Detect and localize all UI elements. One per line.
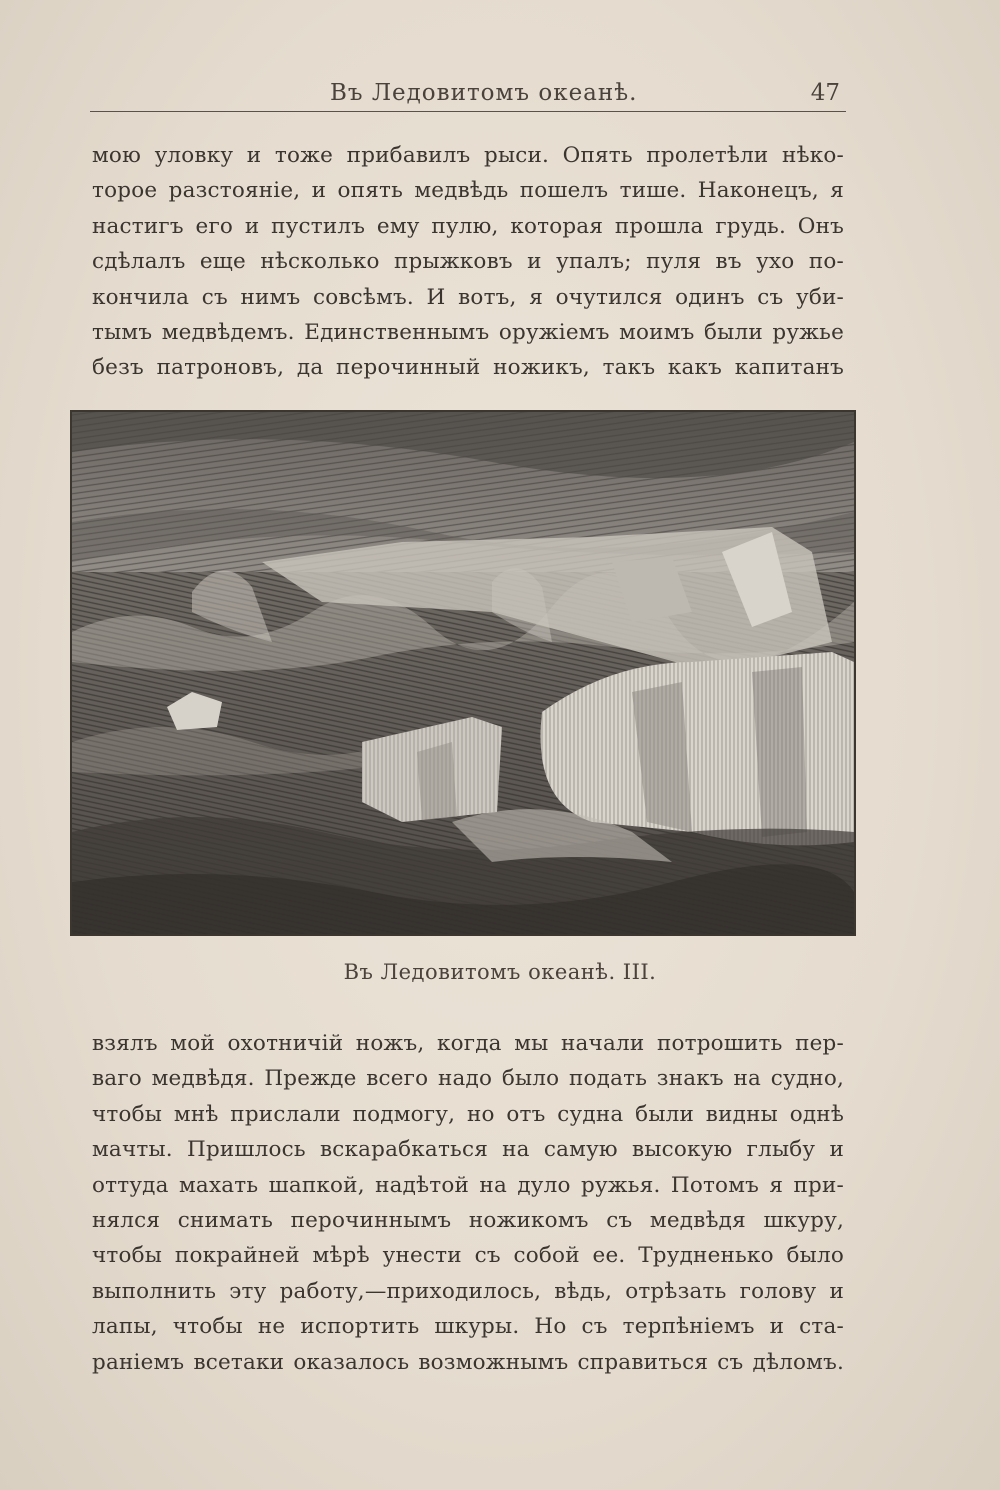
text-line: тымъ медвѣдемъ. Единственнымъ оружіемъ моимъ были ружье [92,319,844,345]
text-line: взялъ мой охотничій ножъ, когда мы начали потрошить пер- [92,1031,844,1056]
text-line: мачты. Пришлось вскарабкаться на самую высокую глыбу и [92,1137,844,1163]
engraving-illustration [70,410,856,936]
arctic-sea-engraving [72,412,854,934]
text-line: мою уловку и тоже прибавилъ рыси. Опять пролетѣли нѣко- [92,143,844,168]
text-line: настигъ его и пустилъ ему пулю, которая прошла грудь. Онъ [92,213,844,239]
running-head [90,78,846,118]
text-line: лапы, чтобы не испортить шкуры. Но съ терпѣніемъ и ста- [92,1314,844,1340]
header-rule [90,111,846,112]
text-line: безъ патроновъ, да перочинный ножикъ, такъ какъ капитанъ [92,355,844,381]
text-line: кончила съ нимъ совсѣмъ. И вотъ, я очутился одинъ съ уби- [92,284,844,310]
paragraph-bottom [92,1026,844,1380]
text-line: торое разстояніе, и опять медвѣдь пошелъ тише. Наконецъ, я [92,178,844,204]
text-line: чтобы покрайней мѣрѣ унести съ собой ее. Трудненько было [92,1243,844,1269]
page-number: 47 [810,80,840,106]
running-title: Въ Ледовитомъ океанѣ. [330,80,638,106]
text-line: сдѣлалъ еще нѣсколько прыжковъ и упалъ; пуля въ ухо по- [92,249,844,275]
text-line: оттуда махать шапкой, надѣтой на дуло ружья. Потомъ я при- [92,1172,844,1198]
text-line: раніемъ всетаки оказалось возможнымъ справиться съ дѣломъ. [92,1349,844,1375]
text-line: ваго медвѣдя. Прежде всего надо было подать знакъ на судно, [92,1066,844,1092]
paragraph-top [92,138,844,386]
text-line: выполнить эту работу,—приходилось, вѣдь, отрѣзать голову и [92,1278,844,1304]
text-line: нялся снимать перочиннымъ ножикомъ съ медвѣдя шкуру, [92,1207,844,1233]
figure-caption: Въ Ледовитомъ океанѣ. III. [343,960,657,984]
text-line: чтобы мнѣ прислали подмогу, но отъ судна были видны однѣ [92,1101,844,1127]
